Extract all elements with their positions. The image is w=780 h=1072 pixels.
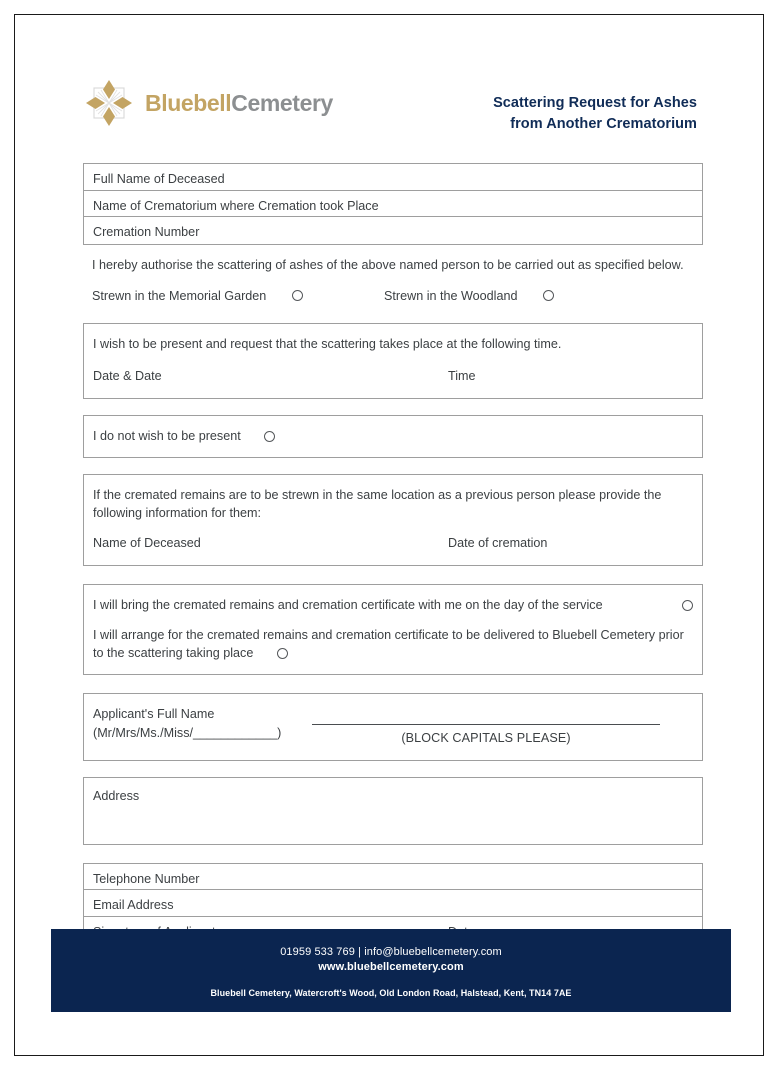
footer-address: Bluebell Cemetery, Watercroft's Wood, Old London Road, Halstead, Kent, TN14 7AE [210, 988, 572, 998]
attendance-time-label[interactable]: Time [448, 369, 476, 384]
field-label: Full Name of Deceased [93, 172, 225, 186]
option-memorial-garden[interactable] [92, 287, 384, 305]
brand-name-primary: Bluebell [145, 89, 232, 116]
document-title [493, 93, 697, 135]
field-row-crematorium-name[interactable] [84, 191, 702, 218]
previous-person-box [83, 474, 703, 566]
radio-woodland[interactable] [543, 290, 554, 301]
applicant-name-box [83, 693, 703, 760]
field-row-email-address[interactable] [84, 890, 702, 917]
deceased-details-group [83, 163, 703, 245]
block-capitals-note: (BLOCK CAPITALS PLEASE) [401, 731, 571, 746]
document-footer [51, 929, 731, 1012]
option-label: Strewn in the Woodland [384, 288, 518, 303]
document-header [15, 77, 763, 147]
applicant-name-row [93, 705, 693, 747]
address-label: Address [93, 788, 140, 803]
field-label: Name of Crematorium where Cremation took Place [93, 198, 379, 213]
address-box[interactable] [83, 777, 703, 845]
applicant-title-label[interactable]: (Mr/Mrs/Ms./Miss/____________) [93, 725, 282, 740]
attendance-date-label[interactable]: Date & Date [93, 369, 162, 384]
document-title-line-2: from Another Crematorium [510, 116, 697, 133]
applicant-name-label: Applicant's Full Name [93, 707, 215, 722]
option-label: I will arrange for the cremated remains and cremation certificate to be delivered to Bluebell Cemetery prior to the scattering taking place [93, 627, 684, 660]
option-label: I will bring the cremated remains and cremation certificate with me on the day of the service [93, 597, 603, 612]
four-petal-diamond-logo-icon [83, 77, 135, 129]
attendance-present-statement: I wish to be present and request that the scattering takes place at the following time. [93, 337, 562, 351]
authorisation-statement-text: I hereby authorise the scattering of ashes of the above named person to be carried out as specified below. [92, 257, 684, 272]
document-page [14, 14, 764, 1056]
radio-bring-remains[interactable] [682, 600, 693, 611]
field-label: Email Address [93, 898, 174, 912]
option-bring-remains[interactable] [93, 596, 693, 614]
previous-person-date-label[interactable]: Date of cremation [448, 536, 548, 551]
brand-name-secondary: Cemetery [231, 89, 333, 116]
option-label: Strewn in the Memorial Garden [92, 288, 267, 303]
attendance-not-present-box [83, 415, 703, 458]
option-woodland[interactable] [384, 287, 554, 305]
document-title-line-1: Scattering Request for Ashes [493, 95, 697, 111]
footer-website[interactable]: www.bluebellcemetery.com [318, 961, 464, 973]
form-body [83, 163, 703, 956]
field-label: Cremation Number [93, 225, 200, 239]
scatter-location-options [83, 287, 703, 305]
option-arrange-delivery[interactable] [93, 626, 693, 663]
attendance-datetime-row [93, 367, 693, 385]
authorisation-statement [83, 256, 703, 274]
field-row-cremation-number[interactable] [84, 217, 702, 244]
footer-contact: 01959 533 769 | info@bluebellcemetery.com [280, 946, 502, 958]
brand-wordmark [145, 90, 333, 117]
applicant-name-write-line[interactable] [312, 723, 660, 725]
radio-not-present[interactable] [264, 431, 275, 442]
previous-person-name-label[interactable]: Name of Deceased [93, 536, 201, 551]
attendance-present-box [83, 323, 703, 399]
previous-person-fields-row [93, 534, 693, 552]
previous-person-statement: If the cremated remains are to be strewn in the same location as a previous person please provide the following information for them: [93, 487, 662, 520]
radio-memorial-garden[interactable] [292, 290, 303, 301]
field-row-telephone-number[interactable] [84, 864, 702, 891]
remains-delivery-box [83, 584, 703, 676]
brand-lockup [83, 77, 333, 129]
radio-arrange-delivery[interactable] [277, 648, 288, 659]
field-label: Telephone Number [93, 871, 200, 886]
attendance-not-present-label: I do not wish to be present [93, 428, 241, 443]
applicant-name-entry [308, 705, 693, 747]
applicant-name-labels [93, 705, 308, 742]
field-row-full-name-of-deceased[interactable] [84, 164, 702, 191]
